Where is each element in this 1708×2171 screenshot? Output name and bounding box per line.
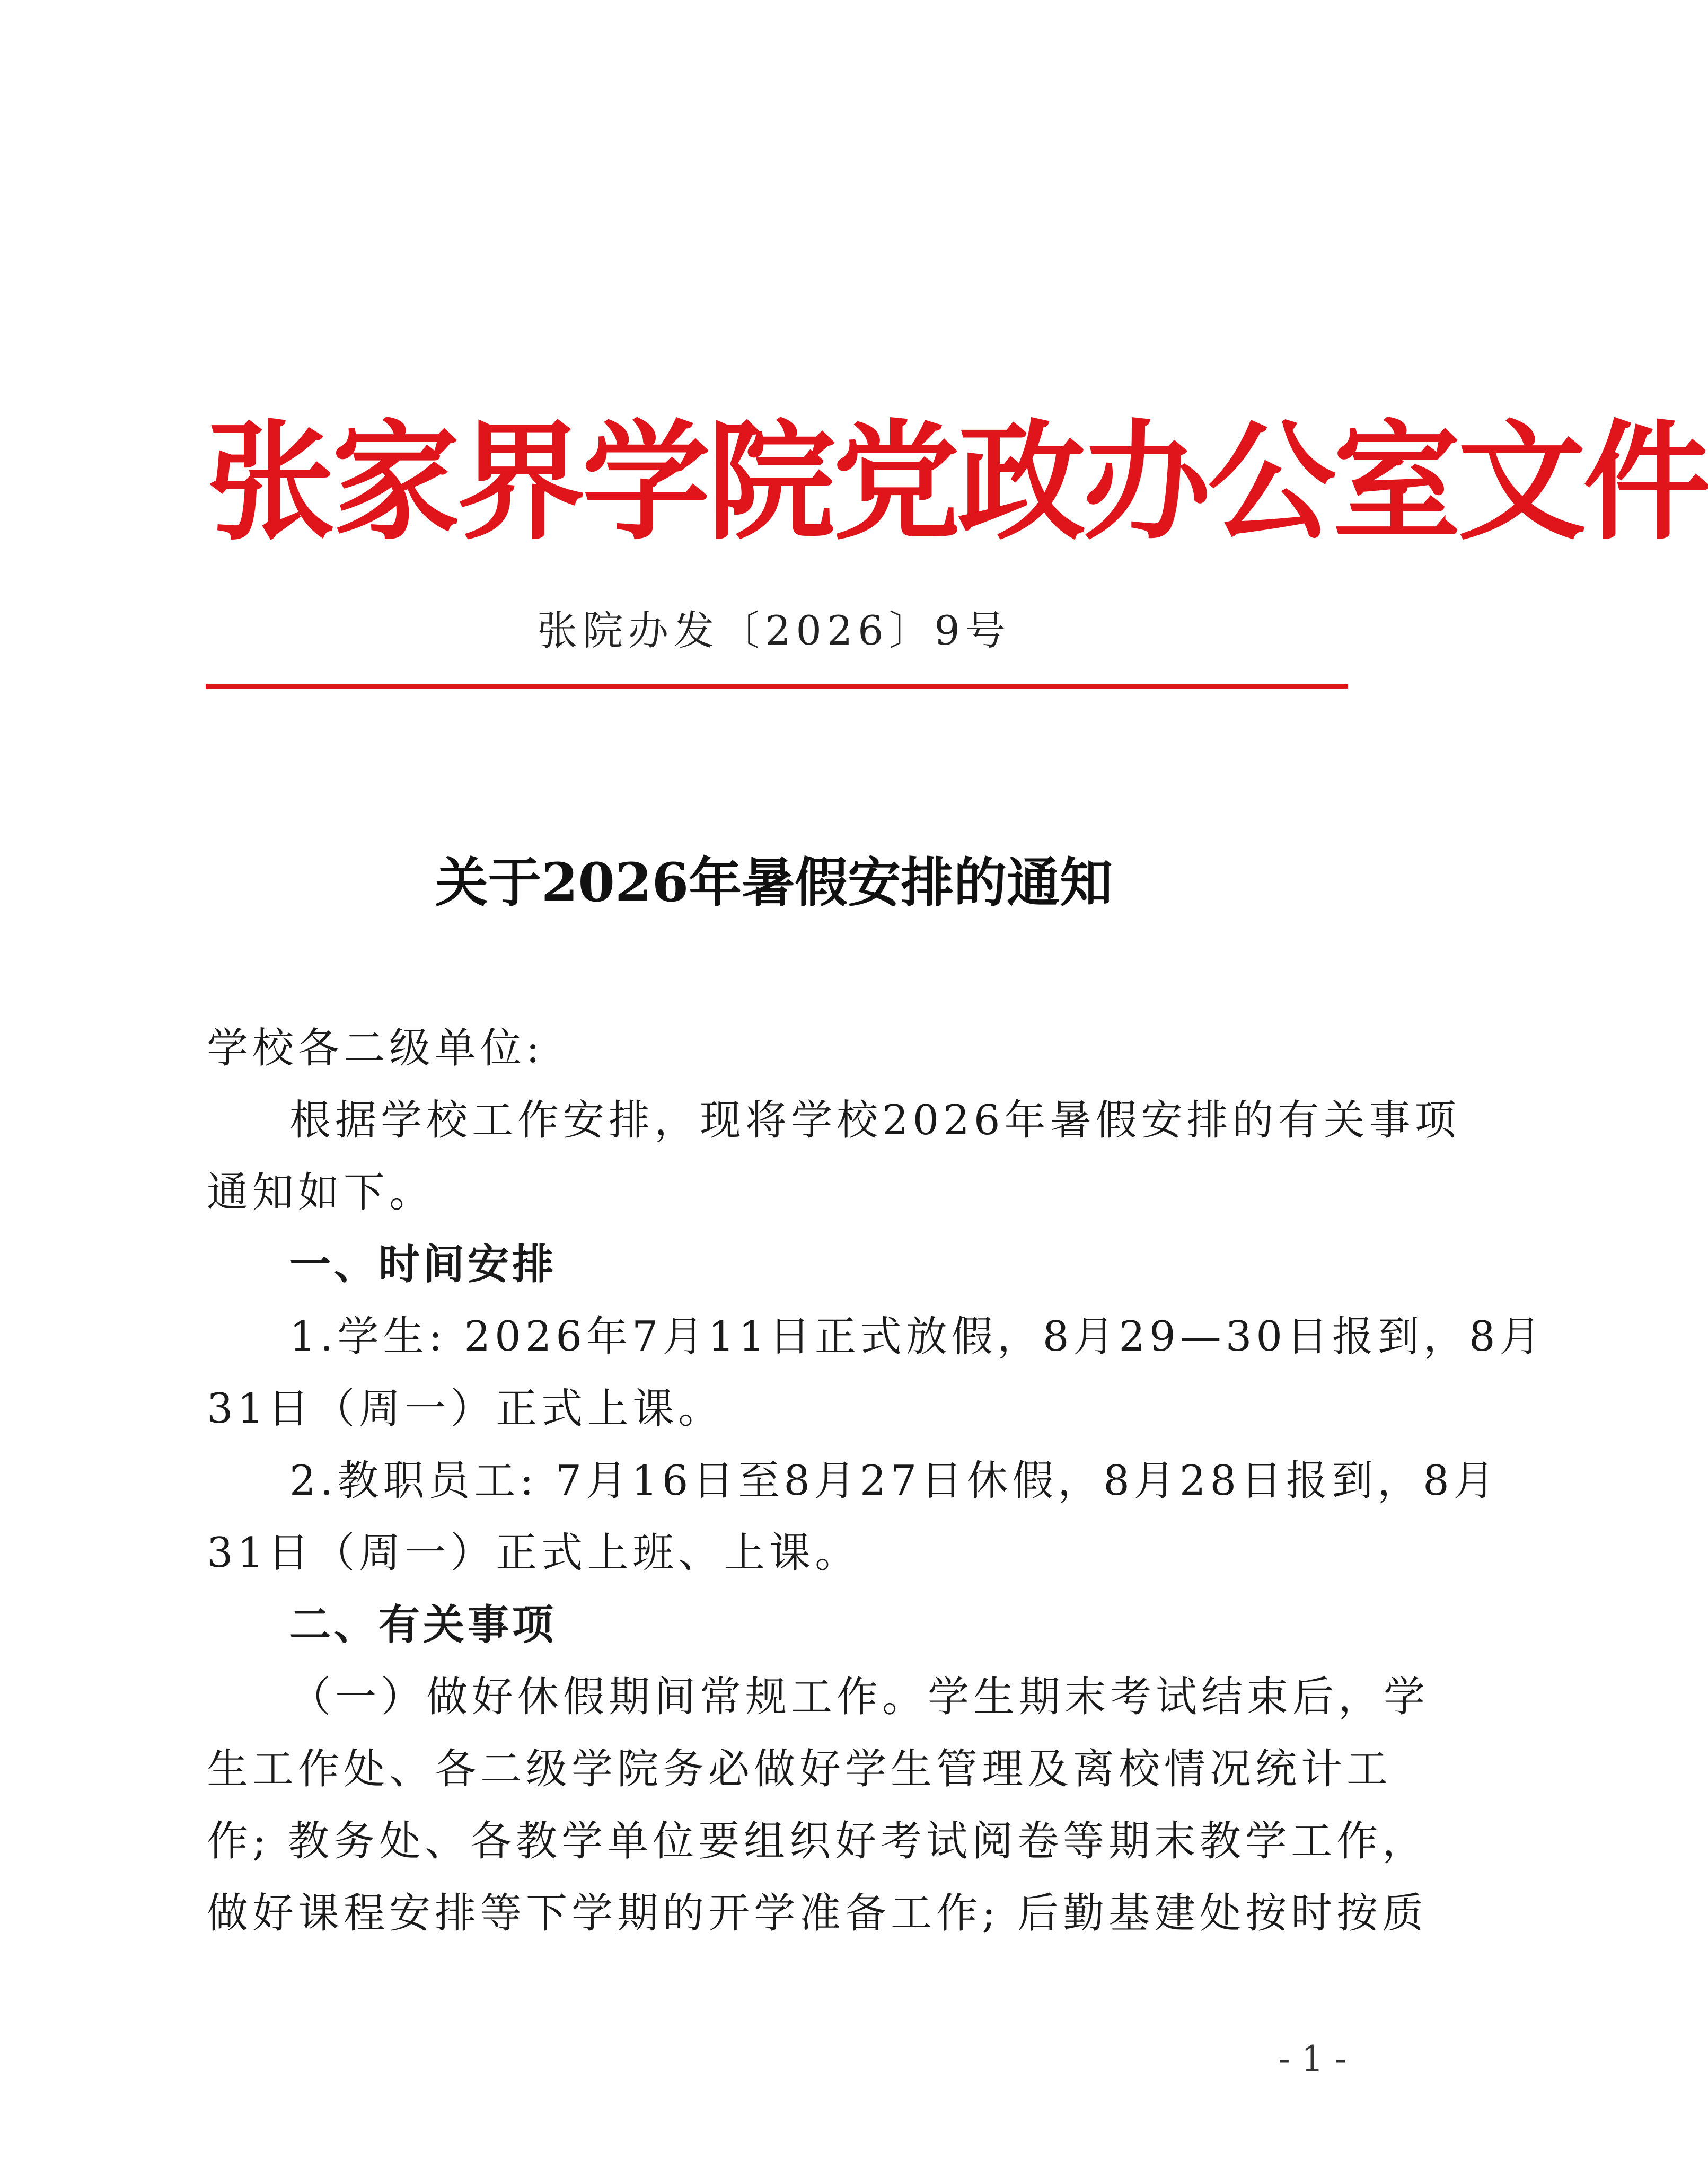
document-body [207,1012,1545,1949]
item-staff-line: 2.教职员工: 7月16日至8月27日休假，8月28日报到，8月 [289,1457,1499,1505]
item-students-line: 1.学生: 2026年7月11日正式放假，8月29—30日报到，8月 [289,1313,1545,1361]
document-number: 张院办发〔2026〕9号 [537,607,1011,654]
paragraph-line: 作; 教务处、各教学单位要组织好考试阅卷等期末教学工作， [207,1817,1428,1865]
item-staff-line: 31日（周一）正式上班、上课。 [207,1529,861,1577]
page-number: - 1 - [1278,2038,1346,2079]
issuer-title: 张家界学院党政办公室文件 [207,407,1708,558]
intro-line: 通知如下。 [207,1169,435,1216]
red-header-rule [206,684,1348,689]
notice-title: 关于2026年暑假安排的通知 [435,851,1113,914]
intro-line: 根据学校工作安排，现将学校2026年暑假安排的有关事项 [289,1097,1460,1144]
paragraph-line: 做好课程安排等下学期的开学准备工作; 后勤基建处按时按质 [207,1890,1428,1937]
salutation: 学校各二级单位: [207,1025,544,1072]
section-heading-time: 一、时间安排 [289,1241,557,1289]
section-heading-matters: 二、有关事项 [289,1601,557,1649]
paragraph-line: 生工作处、各二级学院务必做好学生管理及离校情况统计工 [207,1745,1393,1793]
item-students-line: 31日（周一）正式上课。 [207,1385,724,1433]
paragraph-line: （一）做好休假期间常规工作。学生期末考试结束后，学 [289,1673,1430,1721]
